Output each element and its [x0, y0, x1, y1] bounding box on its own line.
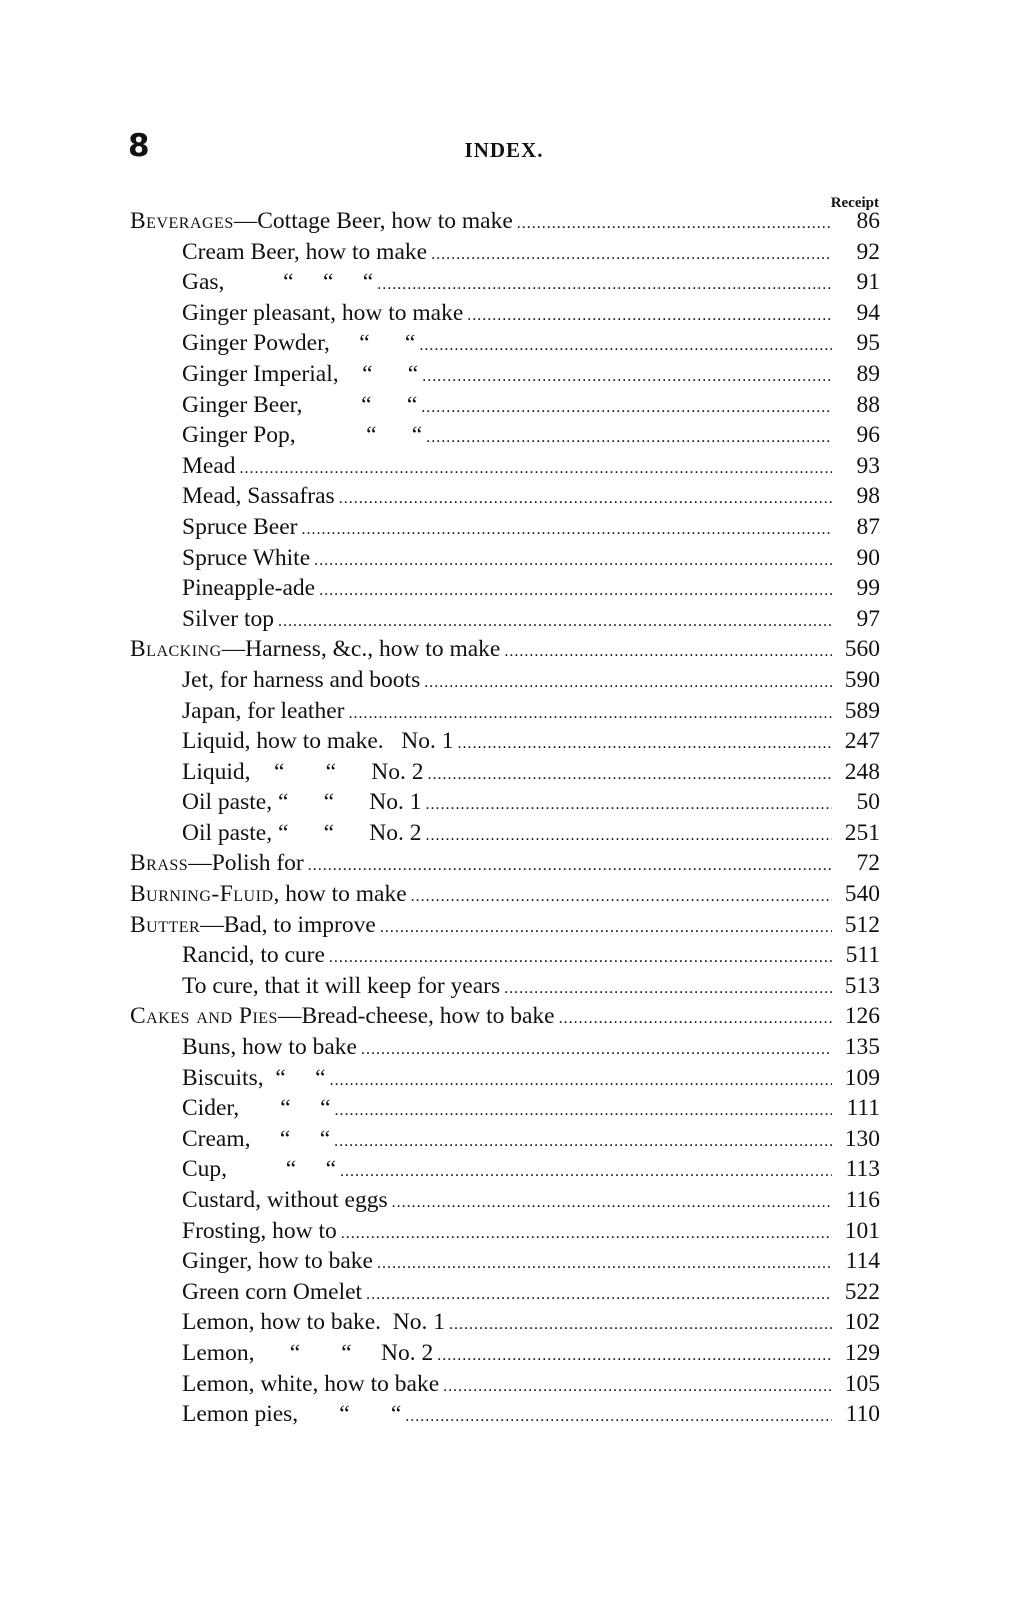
entry-label [182, 1401, 401, 1428]
entry-label [182, 300, 463, 327]
index-entry [130, 361, 880, 392]
index-entry [130, 1218, 880, 1249]
index-entry [130, 1340, 880, 1371]
receipt-number: 87 [856, 513, 880, 540]
entry-heading: Beverages [130, 208, 234, 234]
entry-label [182, 575, 315, 602]
entry-label [182, 759, 424, 786]
receipt-number: 91 [856, 269, 880, 296]
entry-label [182, 1309, 445, 1336]
receipt-number: 98 [856, 483, 880, 510]
entry-label [182, 789, 422, 816]
index-entry [130, 545, 880, 576]
dot-leader [424, 674, 832, 692]
entry-text: Ginger Imperial, “ “ [182, 360, 419, 387]
index-entry [130, 759, 880, 790]
receipt-number: 522 [844, 1278, 880, 1305]
receipt-number: 72 [856, 850, 880, 877]
dot-leader [314, 552, 832, 570]
dot-leader [431, 246, 832, 264]
entry-text: —Bad, to improve [200, 911, 376, 938]
entry-text: Lemon, how to bake. No. 1 [182, 1309, 446, 1336]
receipt-number: 126 [844, 1003, 880, 1030]
index-entry [130, 728, 880, 759]
index-entry [130, 881, 880, 912]
entry-text: Mead [182, 452, 236, 479]
entry-heading: Cakes and Pies [130, 1003, 278, 1030]
receipt-number: 93 [856, 452, 880, 479]
entry-text: Rancid, to cure [182, 942, 325, 969]
index-entry [130, 973, 880, 1004]
entry-label [182, 330, 415, 357]
entry-label [182, 606, 274, 633]
entry-text: Green corn Omelet [182, 1278, 363, 1305]
entry-label [182, 1371, 439, 1398]
entry-text: Ginger Beer, “ “ [182, 391, 418, 418]
index-entry [130, 269, 880, 300]
entry-label [182, 1126, 330, 1153]
receipt-number: 97 [856, 605, 880, 632]
index-entry [130, 1034, 880, 1065]
dot-leader [421, 399, 832, 417]
dot-leader [559, 1010, 832, 1028]
receipt-number: 130 [844, 1125, 880, 1152]
entry-heading: Butter [130, 911, 201, 938]
dot-leader [339, 490, 832, 508]
dot-leader [458, 735, 832, 753]
dot-leader [377, 276, 832, 294]
receipt-number: 111 [846, 1095, 880, 1122]
entry-label [182, 1034, 357, 1061]
dot-leader [504, 980, 832, 998]
entry-label [182, 545, 310, 572]
receipt-number: 251 [844, 819, 880, 846]
entry-label [182, 728, 454, 755]
entry-label [182, 1248, 373, 1275]
receipt-number: 109 [844, 1064, 880, 1091]
entry-label [130, 636, 500, 663]
receipt-number: 560 [844, 636, 880, 663]
index-entry [130, 1003, 880, 1034]
entry-text: , how to make [273, 881, 407, 908]
entry-text: Lemon, “ “ No. 2 [182, 1339, 434, 1366]
dot-leader [405, 1408, 832, 1426]
entry-label [182, 942, 325, 969]
receipt-number: 113 [845, 1156, 880, 1183]
index-entry [130, 1401, 880, 1432]
entry-label [182, 1156, 336, 1183]
entry-text: Jet, for harness and boots [182, 666, 421, 693]
entry-text: Oil paste, “ “ No. 1 [182, 789, 422, 816]
entry-heading: Burning-Fluid [130, 881, 274, 908]
index-entry [130, 1279, 880, 1310]
index-entry [130, 912, 880, 943]
entry-text: —Cottage Beer, how to make [233, 208, 513, 234]
entry-text: Cup, “ “ [182, 1156, 337, 1183]
dot-leader [428, 766, 833, 784]
entry-label [182, 422, 422, 449]
entry-text: Buns, how to bake [182, 1034, 357, 1061]
receipt-number: 589 [844, 697, 880, 724]
dot-leader [392, 1194, 832, 1212]
entry-label [182, 1279, 362, 1306]
page-header [128, 128, 880, 172]
index-entry [130, 942, 880, 973]
index-entry [130, 514, 880, 545]
dot-leader [348, 705, 832, 723]
entry-text: Spruce White [182, 544, 311, 571]
index-entry [130, 1371, 880, 1402]
index-entry [130, 330, 880, 361]
index-entry [130, 820, 880, 851]
entry-text: Liquid, how to make. No. 1 [182, 728, 454, 755]
receipt-number: 135 [844, 1034, 880, 1061]
dot-leader [330, 1072, 832, 1090]
index-entry [130, 667, 880, 698]
receipt-number: 114 [845, 1248, 880, 1275]
entry-text: Frosting, how to [182, 1217, 337, 1244]
entry-label [182, 1187, 388, 1214]
index-entry [130, 422, 880, 453]
receipt-number: 90 [856, 544, 880, 571]
dot-leader [340, 1163, 832, 1181]
dot-leader [426, 827, 832, 845]
receipt-number: 110 [845, 1401, 880, 1428]
entry-label [182, 698, 344, 725]
index-entry [130, 850, 880, 881]
receipt-number: 50 [856, 789, 880, 816]
receipt-number: 96 [856, 422, 880, 449]
receipt-number: 513 [844, 972, 880, 999]
index-entry [130, 1309, 880, 1340]
entry-text: Gas, “ “ “ [182, 269, 374, 296]
index-entry [130, 1126, 880, 1157]
index-entry [130, 483, 880, 514]
dot-leader [422, 368, 832, 386]
index-list [130, 208, 880, 1432]
receipt-number: 248 [844, 758, 880, 785]
receipt-number: 94 [856, 299, 880, 326]
entry-text: Lemon pies, “ “ [182, 1401, 402, 1428]
dot-leader [426, 429, 832, 447]
receipt-column-header: Receipt [830, 195, 879, 211]
entry-text: Ginger Powder, “ “ [182, 330, 416, 357]
receipt-number: 511 [845, 942, 880, 969]
entry-label [182, 392, 417, 419]
index-entry [130, 606, 880, 637]
entry-text: Custard, without eggs [182, 1187, 388, 1213]
entry-text: Pineapple-ade [182, 575, 316, 602]
entry-label [182, 514, 298, 541]
dot-leader [240, 460, 832, 478]
entry-text: Japan, for leather [182, 697, 345, 724]
index-entry [130, 392, 880, 423]
entry-label [130, 850, 304, 877]
entry-text: Biscuits, “ “ [182, 1064, 326, 1091]
page-title: INDEX. [464, 138, 544, 162]
dot-leader [443, 1378, 832, 1396]
entry-text: Cream Beer, how to make [182, 238, 428, 265]
dot-leader [319, 582, 832, 600]
index-entry [130, 1156, 880, 1187]
entry-text: Cider, “ “ [182, 1095, 331, 1122]
entry-label [130, 208, 513, 235]
entry-label [182, 453, 236, 480]
receipt-number: 129 [844, 1339, 880, 1366]
index-entry [130, 1248, 880, 1279]
index-entry [130, 1095, 880, 1126]
dot-leader [308, 857, 832, 875]
entry-text: —Bread-cheese, how to bake [277, 1003, 555, 1030]
entry-label [130, 912, 376, 939]
entry-text: Oil paste, “ “ No. 2 [182, 819, 422, 846]
dot-leader [377, 1255, 832, 1273]
entry-label [182, 361, 418, 388]
dot-leader [437, 1347, 832, 1365]
entry-text: Spruce Beer [182, 513, 298, 540]
index-entry [130, 698, 880, 729]
entry-label [182, 820, 422, 847]
entry-text: To cure, that it will keep for years [182, 972, 501, 999]
entry-label [182, 1065, 326, 1092]
dot-leader [341, 1225, 832, 1243]
entry-text: Ginger pleasant, how to make [182, 299, 464, 326]
index-entry [130, 1065, 880, 1096]
dot-leader [504, 643, 832, 661]
dot-leader [329, 949, 832, 967]
index-entry [130, 300, 880, 331]
entry-heading: Blacking [130, 636, 222, 663]
index-entry [130, 453, 880, 484]
dot-leader [411, 888, 832, 906]
receipt-number: 92 [856, 238, 880, 265]
index-entry [130, 789, 880, 820]
entry-label [182, 973, 500, 1000]
page-number: 8 [128, 128, 150, 164]
receipt-number: 105 [844, 1370, 880, 1397]
receipt-number: 99 [856, 575, 880, 602]
receipt-number: 116 [845, 1187, 880, 1213]
receipt-number: 86 [856, 208, 880, 234]
dot-leader [361, 1041, 832, 1059]
entry-label [182, 239, 427, 266]
dot-leader [380, 919, 832, 937]
dot-leader [517, 215, 832, 233]
entry-text: Ginger Pop, “ “ [182, 422, 423, 449]
entry-text: Liquid, “ “ No. 2 [182, 758, 424, 785]
entry-label [130, 881, 407, 908]
receipt-number: 540 [844, 881, 880, 908]
receipt-number: 512 [844, 911, 880, 938]
index-entry [130, 1187, 880, 1218]
index-entry [130, 636, 880, 667]
index-entry [130, 575, 880, 606]
entry-label [182, 667, 420, 694]
dot-leader [335, 1102, 832, 1120]
entry-label [130, 1003, 555, 1030]
dot-leader [366, 1286, 832, 1304]
dot-leader [419, 337, 832, 355]
entry-text: Cream, “ “ [182, 1125, 331, 1152]
receipt-number: 101 [844, 1217, 880, 1244]
entry-label [182, 483, 335, 510]
receipt-number: 95 [856, 330, 880, 357]
dot-leader [426, 796, 832, 814]
receipt-number: 247 [844, 728, 880, 755]
index-entry [130, 239, 880, 270]
entry-heading: Brass [130, 850, 189, 877]
dot-leader [449, 1316, 832, 1334]
entry-text: Silver top [182, 605, 275, 632]
receipt-number: 88 [856, 391, 880, 418]
entry-text: —Harness, &c., how to make [221, 636, 501, 663]
entry-label [182, 1340, 433, 1367]
receipt-number: 590 [844, 666, 880, 693]
dot-leader [467, 307, 832, 325]
entry-label [182, 1218, 337, 1245]
entry-label [182, 1095, 331, 1122]
dot-leader [334, 1133, 832, 1151]
entry-text: —Polish for [188, 850, 304, 877]
entry-text: Mead, Sassafras [182, 483, 335, 510]
index-entry [130, 208, 880, 239]
entry-label [182, 269, 373, 296]
receipt-number: 102 [844, 1309, 880, 1336]
receipt-number: 89 [856, 360, 880, 387]
dot-leader [278, 613, 832, 631]
entry-text: Lemon, white, how to bake [182, 1370, 440, 1397]
dot-leader [302, 521, 833, 539]
entry-text: Ginger, how to bake [182, 1248, 373, 1275]
